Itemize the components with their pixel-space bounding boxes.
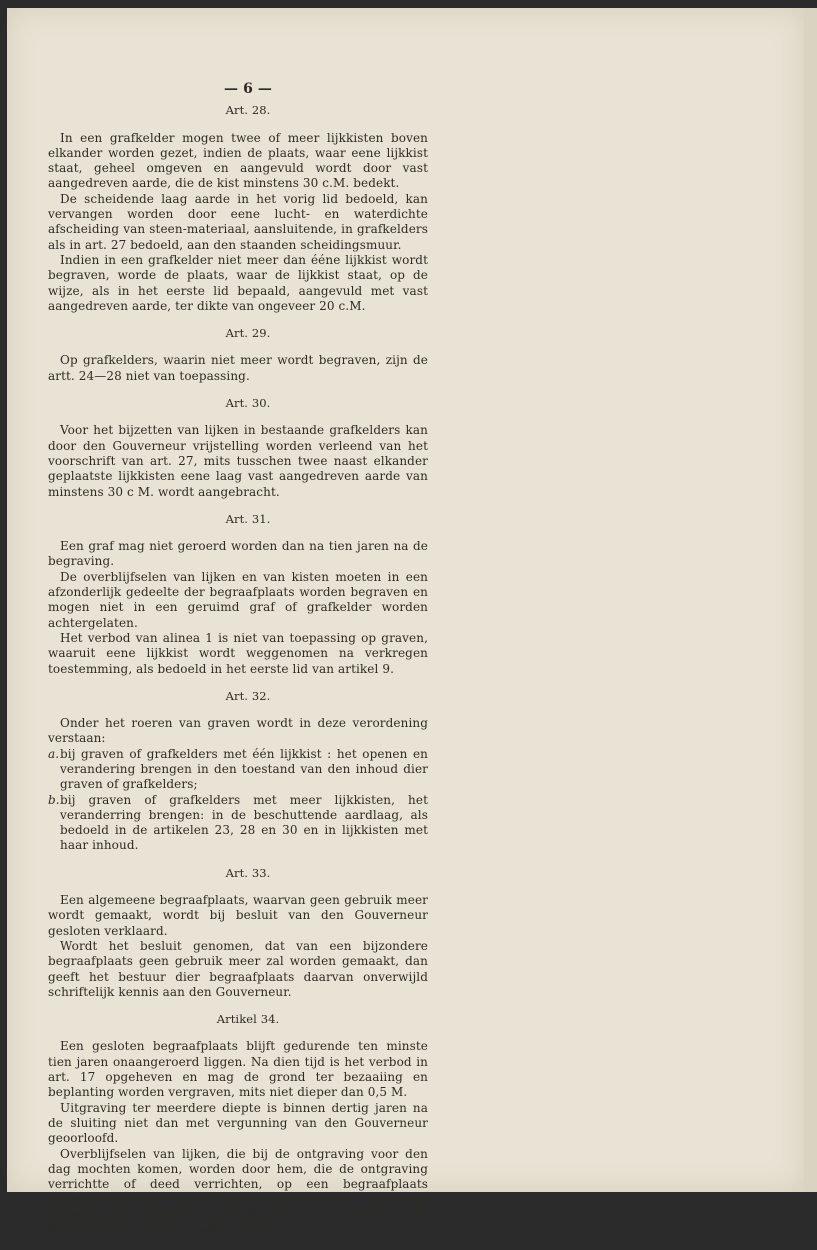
article-title: Artikel 34. bbox=[216, 1012, 280, 1027]
paragraph: De scheidende laag aarde in het vorig lid bedoeld, kan vervangen worden door eene lucht- en waterdichte afscheiding van steen-materiaal, aansluitende, in grafkelders als in art. 27 bedoeld, aan den staanden scheidingsmuur. bbox=[48, 191, 428, 252]
article-28 bbox=[48, 103, 428, 314]
paragraph: De overblijfselen van lijken en van kisten moeten in een afzonderlijk gedeelte der begraafplaats worden begraven en mogen niet in een geruimd graf of grafkelder worden achtergelaten. bbox=[48, 569, 428, 630]
list-marker: a. bbox=[48, 746, 60, 761]
paragraph: Op grafkelders, waarin niet meer wordt begraven, zijn de artt. 24—28 niet van toepassing. bbox=[48, 353, 428, 383]
page-edge bbox=[804, 8, 817, 1192]
paragraph: In een grafkelder mogen twee of meer lijkkisten boven elkander worden gezet, indien de plaats, waar eene lijkkist staat, geheel omgeven en aangevuld wordt door vast aangedreven aarde, die de kist minstens 30 c.M. bedekt. bbox=[48, 130, 428, 191]
list-text: bij graven of grafkelders met één lijkkist : het openen en verandering brengen in den toestand van den inhoud dier graven of grafkelders; bbox=[60, 746, 428, 792]
paragraph: Overblijfselen van lijken, die bij de ontgraving voor den dag mochten komen, worden door hem, die de ontgraving verrichtte of deed verrichten, op een begraafplaats begraven. Daartoe wordt den eigenaar eener zoodanige begraafplaats kosteloos de gelegenheid verstrekt op een door het Bestuur aan te wijzen plaats. bbox=[48, 1146, 428, 1237]
article-title: Art. 33. bbox=[225, 865, 271, 880]
paragraph: Een algemeene begraafplaats, waarvan geen gebruik meer wordt gemaakt, wordt bij besluit van den Gouverneur gesloten verklaard. bbox=[48, 893, 428, 938]
document-body bbox=[48, 70, 428, 1250]
list-item bbox=[48, 793, 428, 854]
list-marker: b. bbox=[48, 792, 60, 807]
article-30 bbox=[48, 396, 428, 500]
paragraph: Het verbod van alinea 1 is niet van toepassing op graven, waaruit eene lijkkist wordt weggenomen na verkregen toestemming, als bedoeld in het eerste lid van artikel 9. bbox=[48, 630, 428, 676]
paragraph: Indien in een grafkelder niet meer dan ééne lijkkist wordt begraven, worde de plaats, waar de lijkkist staat, op de wijze, als in het eerste lid bepaald, aangevuld met vast aangedreven aarde, ter dikte van ongeveer 20 c.M. bbox=[48, 252, 428, 313]
page-number: — 6 — bbox=[224, 81, 272, 97]
paragraph: Onder het roeren van graven wordt in deze verordening verstaan: bbox=[48, 716, 428, 746]
article-title: Art. 30. bbox=[225, 396, 271, 411]
article-34 bbox=[48, 1012, 428, 1238]
paragraph: Wordt het besluit genomen, dat van een bijzondere begraafplaats geen gebruik meer zal worden gemaakt, dan geeft het bestuur dier begraafplaats daarvan onverwijld schriftelijk kennis aan den Gouverneur. bbox=[48, 938, 428, 999]
list-item bbox=[48, 747, 428, 793]
paragraph: Uitgraving ter meerdere diepte is binnen dertig jaren na de sluiting niet dan met vergunning van den Gouverneur geoorloofd. bbox=[48, 1100, 428, 1146]
paragraph: Een graf mag niet geroerd worden dan na tien jaren na de begraving. bbox=[48, 539, 428, 569]
paragraph: Voor het bijzetten van lijken in bestaande grafkelders kan door den Gouverneur vrijstelling worden verleend van het voorschrift van art. 27, mits tusschen twee naast elkander geplaatste lijkkisten eene laag vast aangedreven aarde van minstens 30 c M. wordt aangebracht. bbox=[48, 423, 428, 499]
article-31 bbox=[48, 512, 428, 677]
article-title: Art. 31. bbox=[225, 511, 271, 526]
article-33 bbox=[48, 866, 428, 1000]
article-title: Art. 28. bbox=[225, 103, 271, 118]
article-title: Art. 29. bbox=[225, 326, 271, 341]
list-text: bij graven of grafkelders met meer lijkkisten, het veranderring brengen: in de beschuttende aardlaag, als bedoeld in de artikelen 23, 28 en 30 en in lijkkisten met haar inhoud. bbox=[60, 792, 428, 853]
article-29 bbox=[48, 326, 428, 384]
paragraph: Een gesloten begraafplaats blijft gedurende ten minste tien jaren onaangeroerd liggen. Na dien tijd is het verbod in art. 17 opgeheven en mag de grond ter bezaaiing en beplanting worden vergraven, mits niet dieper dan 0,5 M. bbox=[48, 1039, 428, 1100]
article-title: Art. 32. bbox=[225, 688, 271, 703]
article-32 bbox=[48, 689, 428, 854]
